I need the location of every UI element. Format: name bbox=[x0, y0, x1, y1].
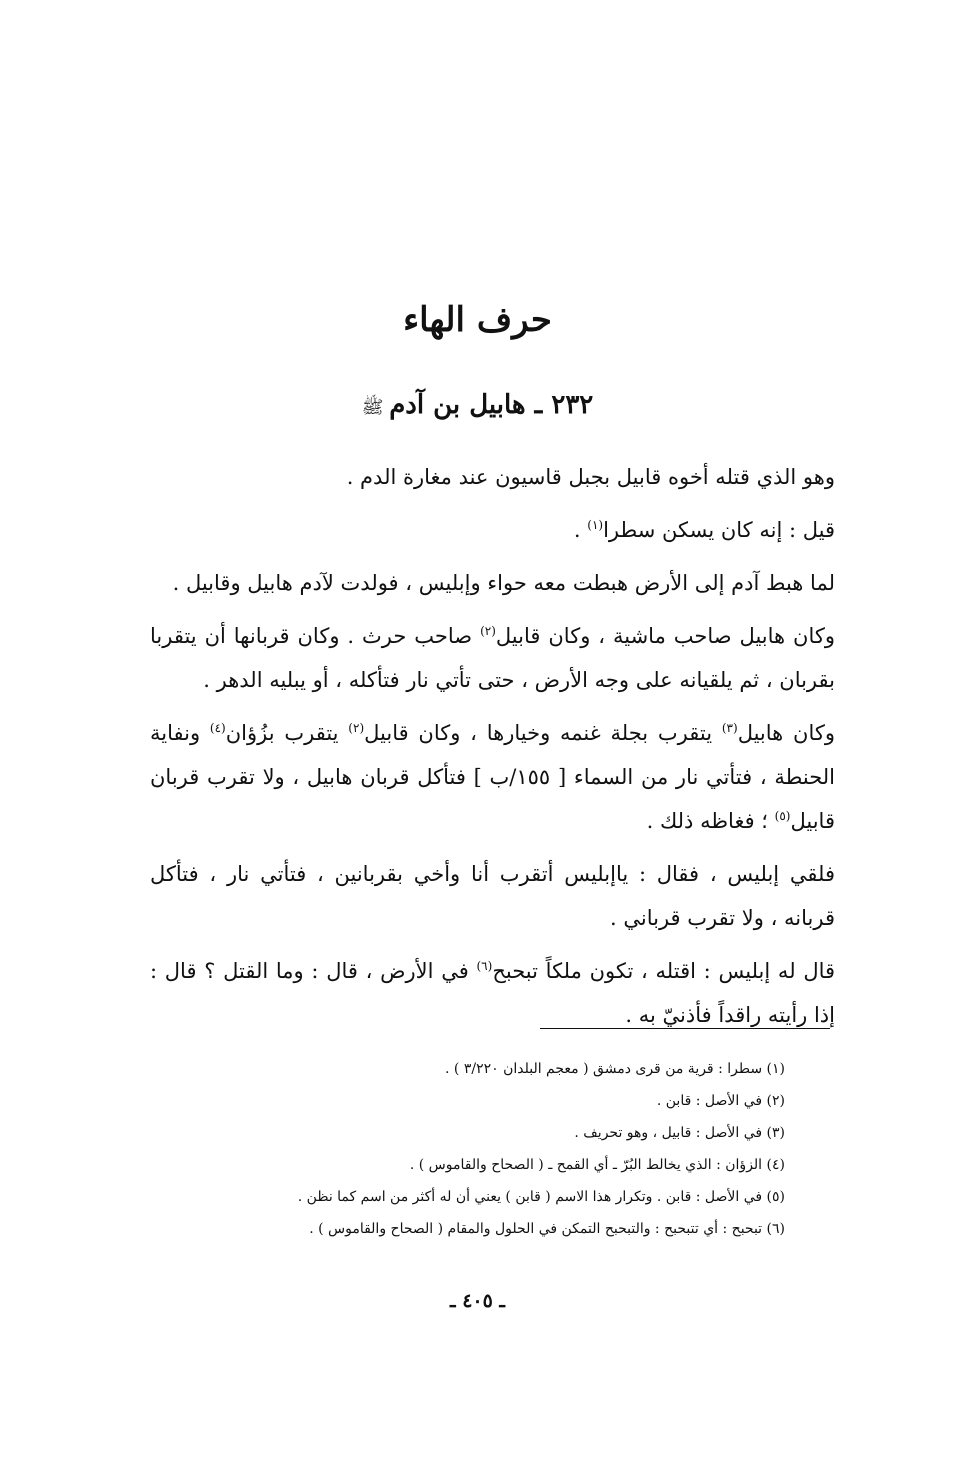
paragraph-text: قيل : إنه كان يسكن سطرا bbox=[603, 518, 835, 542]
footnote: (٤) الزؤان : الذي يخالط البُرّ ـ أي القمح ـ ( الصحاح والقاموس ) . bbox=[409, 1157, 785, 1173]
footnote: (٢) في الأصل : قابن . bbox=[656, 1093, 785, 1109]
entry-dash: ـ bbox=[525, 390, 552, 420]
main-text bbox=[150, 455, 835, 1046]
footnote-marker[interactable]: (٦) bbox=[476, 959, 493, 973]
paragraph-text: في الأرض ، قال : وما القتل ؟ قال : إذا رأيته راقداً فأذنيّ به . bbox=[150, 959, 835, 1027]
footnote: (٦) تبحبح : أي تتبحبح : والتبحبح التمكن في الحلول والمقام ( الصحاح والقاموس ) . bbox=[309, 1221, 785, 1237]
footnotes bbox=[200, 1053, 785, 1245]
footnote-marker[interactable]: (٤) bbox=[209, 721, 226, 735]
footnote-marker[interactable]: (٢) bbox=[348, 721, 365, 735]
paragraph-text: يتقرب بجلة غنمه وخيارها ، وكان قابيل bbox=[364, 721, 722, 745]
footnote-divider bbox=[540, 1028, 830, 1029]
paragraph-text: يتقرب بزُؤان bbox=[225, 721, 349, 745]
paragraph-text: وهو الذي قتله أخوه قابيل بجبل قاسيون عند مغارة الدم . bbox=[346, 465, 835, 489]
paragraph-text: وكان هابيل bbox=[737, 721, 835, 745]
footnote: (٥) في الأصل : قابن . وتكرار هذا الاسم ( قابن ) يعني أن له أكثر من اسم كما نظن . bbox=[297, 1189, 785, 1205]
chapter-title: حرف الهاء bbox=[403, 300, 552, 340]
paragraph bbox=[150, 711, 835, 843]
paragraph bbox=[150, 508, 835, 552]
paragraph bbox=[150, 614, 835, 702]
footnote-marker[interactable]: (١) bbox=[587, 518, 604, 532]
page-number: ـ ٤٠٥ ـ bbox=[450, 1290, 505, 1312]
paragraph-text: فلقي إبليس ، فقال : ياإبليس أتقرب أنا وأخي بقربانين ، فتأتي نار ، فتأكل قربانه ، ولا تقرب قرباني . bbox=[150, 862, 835, 930]
paragraph bbox=[150, 455, 835, 499]
entry-title bbox=[0, 390, 955, 422]
footnote: (١) سطرا : قرية من قرى دمشق ( معجم البلدان ٣/٢٢٠ ) . bbox=[445, 1061, 785, 1077]
paragraph-text: ونفاية الحنطة ، فتأتي نار من السماء [ ١٥٥/ب ] فتأكل قربان هابيل ، ولا تقرب قربان قابيل bbox=[150, 721, 835, 833]
paragraph-text: لما هبط آدم إلى الأرض هبطت معه حواء وإبليس ، فولدت لآدم هابيل وقابيل . bbox=[172, 571, 835, 595]
paragraph bbox=[150, 949, 835, 1037]
footnote-marker[interactable]: (٥) bbox=[774, 809, 791, 823]
paragraph-text: صاحب حرث . وكان قربانها أن يتقربا بقربان ، ثم يلقيانه على وجه الأرض ، حتى تأتي نار فتأكله ، أو يبليه الدهر . bbox=[150, 624, 835, 692]
paragraph-text: . bbox=[573, 518, 588, 542]
footnote: (٣) في الأصل : قابيل ، وهو تحريف . bbox=[574, 1125, 785, 1141]
footnote-marker[interactable]: (٣) bbox=[721, 721, 738, 735]
honorific-symbol: ﷺ bbox=[361, 397, 390, 418]
paragraph-text: ؛ فغاظه ذلك . bbox=[646, 809, 775, 833]
entry-name: هابيل بن آدم bbox=[389, 390, 526, 420]
paragraph-text: قال له إبليس : اقتله ، تكون ملكاً تبحبح bbox=[492, 959, 836, 983]
entry-number: ٢٣٢ bbox=[551, 390, 594, 420]
paragraph bbox=[150, 561, 835, 605]
paragraph bbox=[150, 852, 835, 940]
footnote-marker[interactable]: (٢) bbox=[480, 624, 496, 638]
paragraph-text: وكان هابيل صاحب ماشية ، وكان قابيل bbox=[495, 624, 835, 648]
